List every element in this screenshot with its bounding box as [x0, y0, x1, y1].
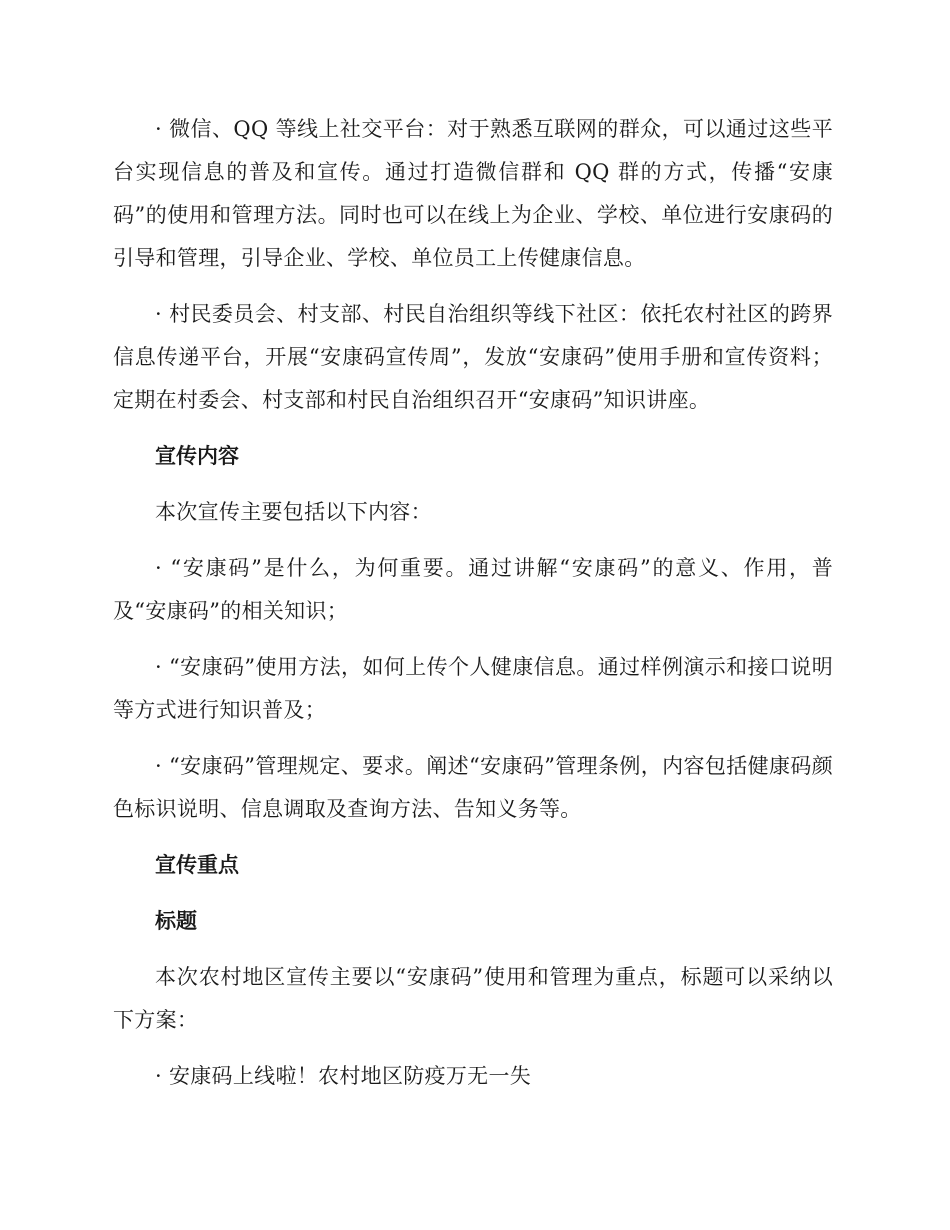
paragraph-title-intro: 本次农村地区宣传主要以“安康码”使用和管理为重点，标题可以采纳以下方案： — [113, 965, 833, 1032]
paragraph-title-option: · 安康码上线啦！农村地区防疫万无一失 — [155, 1064, 532, 1088]
paragraph-content-intro: 本次宣传主要包括以下内容： — [155, 500, 432, 524]
subsection-heading-title: 标题 — [155, 909, 197, 933]
section-heading-focus: 宣传重点 — [155, 853, 239, 877]
paragraph-usage-method: · “安康码”使用方法，如何上传个人健康信息。通过样例演示和接口说明等方式进行知识普及； — [113, 655, 833, 722]
paragraph-management-rules: · “安康码”管理规定、要求。阐述“安康码”管理条例，内容包括健康码颜色标识说明、信息调取及查询方法、告知义务等。 — [113, 754, 833, 821]
paragraph-offline-community: · 村民委员会、村支部、村民自治组织等线下社区：依托农村社区的跨界信息传递平台，开展“安康码宣传周”，发放“安康码”使用手册和宣传资料；定期在村委会、村支部和村民自治组织召开“安康码”知识讲座。 — [113, 302, 833, 412]
paragraph-what-is-code: · “安康码”是什么，为何重要。通过讲解“安康码”的意义、作用，普及“安康码”的相关知识； — [113, 556, 833, 623]
paragraph-online-platforms: · 微信、QQ 等线上社交平台：对于熟悉互联网的群众，可以通过这些平台实现信息的普及和宣传。通过打造微信群和 QQ 群的方式，传播“安康码”的使用和管理方法。同时也可以在线上为企业、学校、单位进行安康码的引导和管理，引导企业、学校、单位员工上传健康信息。 — [113, 117, 833, 270]
document-body — [113, 108, 833, 1111]
section-heading-content: 宣传内容 — [155, 444, 239, 468]
